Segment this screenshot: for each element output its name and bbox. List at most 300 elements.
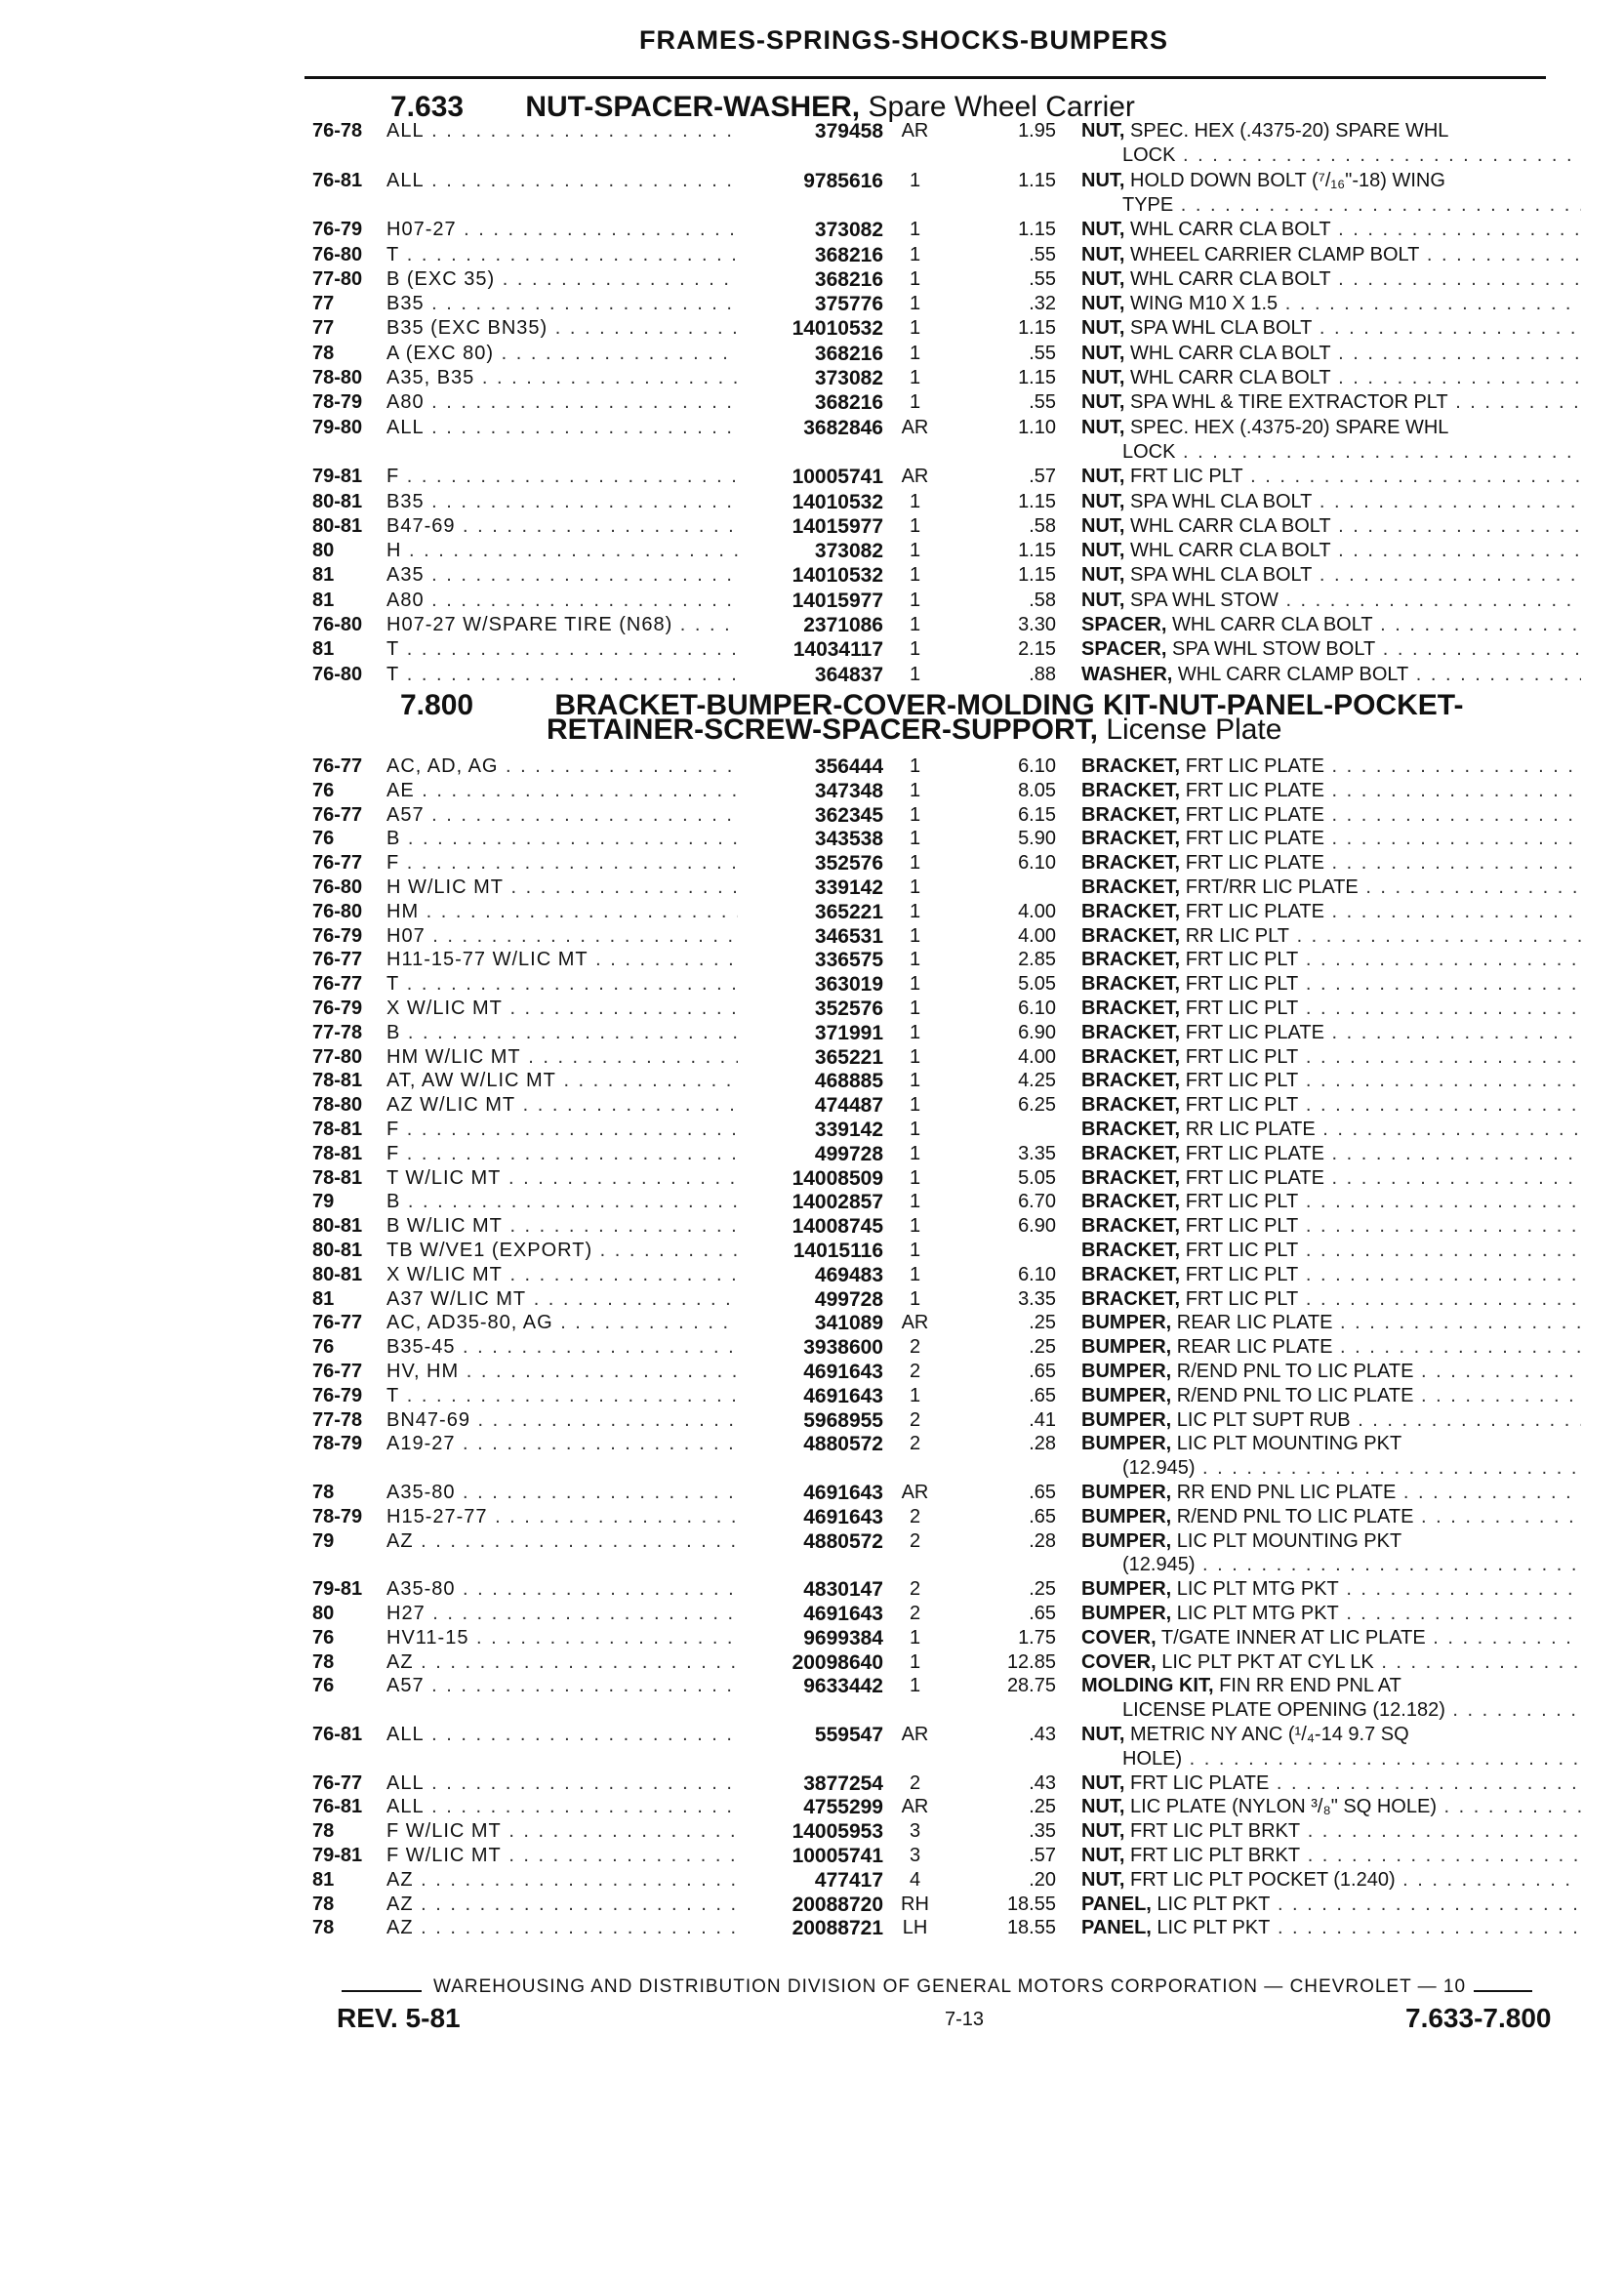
year-range: 78-81 — [312, 1119, 363, 1140]
price: 4.25 — [1018, 1070, 1056, 1092]
year-range: 76-79 — [312, 219, 363, 241]
price: .28 — [1029, 1433, 1056, 1455]
description-type: BRACKET, — [1081, 1021, 1181, 1043]
year-range: 78 — [312, 1917, 335, 1939]
table-row — [0, 119, 1624, 143]
table-row-continuation — [0, 1747, 1624, 1771]
model-code: B W/LIC MT . . . — [386, 1214, 738, 1239]
price: .41 — [1029, 1408, 1056, 1431]
table-row — [0, 1626, 1624, 1650]
quantity: 1 — [909, 755, 921, 777]
part-number: 346531 — [814, 924, 883, 948]
year-range: 81 — [312, 589, 335, 611]
part-number: 3877254 — [803, 1771, 883, 1795]
description-type: BRACKET, — [1081, 1070, 1181, 1092]
description — [1081, 218, 1581, 242]
model-code: A35 . . . — [386, 563, 738, 588]
table-row — [0, 267, 1624, 292]
footer-org: WAREHOUSING AND DISTRIBUTION DIVISION OF GENERAL MOTORS CORPORATION — CHEVROLET — 10 — [433, 1976, 1467, 1997]
price: .57 — [1029, 1845, 1056, 1866]
table-row — [0, 589, 1624, 613]
model-code: T . . . — [386, 663, 738, 687]
model-code: A19-27 . . . — [386, 1432, 738, 1456]
model-code: H27 . . . — [386, 1602, 738, 1626]
description-continuation: HOLE) . . . — [1122, 1747, 1581, 1771]
section-subtitle: Spare Wheel Carrier — [868, 91, 1135, 123]
description-type: NUT, — [1081, 540, 1125, 562]
quantity: RH — [901, 1893, 929, 1915]
description-text: T/GATE INNER AT LIC PLATE — [1160, 1626, 1426, 1649]
description — [1081, 390, 1581, 415]
description-type: BRACKET, — [1081, 973, 1181, 996]
part-number: 477417 — [814, 1868, 883, 1892]
description-type: NUT, — [1081, 243, 1125, 265]
price: 1.75 — [1018, 1626, 1056, 1649]
year-range: 78 — [312, 342, 335, 364]
year-range: 79 — [312, 1529, 335, 1552]
description — [1081, 803, 1581, 828]
quantity: 2 — [909, 1578, 921, 1601]
description-text: FRT LIC PLT BRKT — [1130, 1820, 1301, 1843]
price: 5.05 — [1018, 973, 1056, 996]
description-text: FRT LIC PLATE — [1185, 1166, 1324, 1189]
description-type: NUT, — [1081, 1820, 1125, 1843]
year-range: 78-79 — [312, 1433, 363, 1455]
description-text: REAR LIC PLATE — [1176, 1336, 1333, 1359]
description — [1081, 1069, 1581, 1093]
description-type: NUT, — [1081, 219, 1125, 241]
description-type: NUT, — [1081, 367, 1125, 388]
quantity: 1 — [909, 998, 921, 1019]
table-row — [0, 827, 1624, 851]
description — [1081, 1577, 1581, 1602]
price: .57 — [1029, 466, 1056, 488]
description-text: FRT LIC PLATE — [1185, 755, 1324, 777]
quantity: 1 — [909, 1094, 921, 1117]
description — [1081, 1771, 1581, 1796]
description-continuation: LOCK . . . — [1122, 440, 1581, 465]
description — [1081, 827, 1581, 851]
quantity: 3 — [909, 1820, 921, 1843]
model-code: B . . . — [386, 1021, 738, 1045]
section-subtitle: License Plate — [1106, 713, 1282, 746]
part-number: 352576 — [814, 998, 883, 1020]
model-code: AZ . . . — [386, 1650, 738, 1675]
description — [1081, 1360, 1581, 1384]
part-number: 4691643 — [803, 1603, 883, 1625]
description-text: R/END PNL TO LIC PLATE — [1176, 1361, 1414, 1382]
description — [1081, 267, 1581, 292]
price: 4.00 — [1018, 924, 1056, 947]
description-type: COVER, — [1081, 1650, 1157, 1673]
price: .65 — [1029, 1603, 1056, 1624]
description — [1081, 875, 1581, 900]
model-code: B35 (EXC BN35) . . . — [386, 316, 738, 341]
table-row — [0, 924, 1624, 949]
year-range: 78 — [312, 1820, 335, 1843]
quantity: 1 — [909, 876, 921, 898]
year-range: 76-80 — [312, 614, 363, 635]
quantity: 1 — [909, 1215, 921, 1238]
model-code: HM . . . — [386, 900, 738, 924]
model-code: AZ . . . — [386, 1529, 738, 1554]
description — [1081, 1093, 1581, 1118]
quantity: 1 — [909, 219, 921, 241]
year-range: 78-80 — [312, 1094, 363, 1117]
description-type: BRACKET, — [1081, 876, 1181, 898]
part-number: 14010532 — [792, 490, 883, 513]
year-range: 80-81 — [312, 1240, 363, 1261]
description-type: BRACKET, — [1081, 900, 1181, 922]
year-range: 76-77 — [312, 852, 363, 875]
price: 6.70 — [1018, 1191, 1056, 1213]
description — [1081, 1335, 1581, 1360]
quantity: 1 — [909, 900, 921, 922]
description — [1081, 1239, 1581, 1263]
description-type: BRACKET, — [1081, 1240, 1181, 1261]
table-row-continuation — [0, 440, 1624, 465]
part-number: 364837 — [814, 663, 883, 686]
table-row — [0, 465, 1624, 489]
description-type: BRACKET, — [1081, 803, 1181, 826]
table-row — [0, 1505, 1624, 1529]
quantity: 1 — [909, 391, 921, 414]
price: 3.35 — [1018, 1142, 1056, 1164]
year-range: 76-77 — [312, 1771, 363, 1794]
model-code: B . . . — [386, 827, 738, 851]
year-range: 76 — [312, 1336, 335, 1359]
model-code: AZ . . . — [386, 1868, 738, 1893]
description — [1081, 563, 1581, 588]
description — [1081, 1311, 1581, 1335]
footer-text — [342, 1976, 1581, 1998]
description-text: SPA WHL CLA BOLT — [1130, 317, 1313, 340]
description-text: FRT LIC PLT — [1185, 998, 1299, 1019]
quantity: 2 — [909, 1336, 921, 1359]
title-rule — [304, 76, 1546, 79]
part-number: 339142 — [814, 1119, 883, 1141]
model-code: ALL . . . — [386, 1771, 738, 1796]
description-text: WHL CARR CLA BOLT — [1130, 342, 1331, 364]
table-row — [0, 218, 1624, 242]
year-range: 80-81 — [312, 1263, 363, 1285]
description-text: HOLD DOWN BOLT (⁷/₁₆"-18) WING — [1130, 169, 1445, 191]
price: .43 — [1029, 1771, 1056, 1794]
part-number: 4880572 — [803, 1433, 883, 1456]
year-range: 81 — [312, 1868, 335, 1891]
part-number: 14015977 — [792, 589, 883, 612]
description — [1081, 972, 1581, 997]
description-continuation: LOCK . . . — [1122, 143, 1581, 168]
description-text: RR LIC PLT — [1185, 924, 1290, 947]
description-type: NUT, — [1081, 589, 1125, 611]
part-number: 368216 — [814, 243, 883, 266]
quantity: 1 — [909, 490, 921, 512]
description — [1081, 119, 1581, 143]
description-type: BUMPER, — [1081, 1482, 1172, 1503]
model-code: X W/LIC MT . . . — [386, 1263, 738, 1287]
part-number: 2371086 — [803, 614, 883, 636]
description-text: FRT LIC PLATE — [1185, 803, 1324, 826]
quantity: 1 — [909, 243, 921, 265]
table-row — [0, 779, 1624, 803]
year-range: 77-80 — [312, 1045, 363, 1068]
year-range: 80-81 — [312, 514, 363, 537]
model-code: HV11-15 . . . — [386, 1626, 738, 1650]
price: .25 — [1029, 1796, 1056, 1818]
price: 1.15 — [1018, 564, 1056, 587]
model-code: T . . . — [386, 637, 738, 662]
year-range: 81 — [312, 638, 335, 661]
model-code: H . . . — [386, 539, 738, 563]
description-text: FRT LIC PLT — [1185, 1287, 1299, 1310]
description-text: R/END PNL TO LIC PLATE — [1176, 1505, 1414, 1527]
part-number: 10005741 — [792, 1845, 883, 1867]
table-row — [0, 948, 1624, 972]
model-code: H07-27 W/SPARE TIRE (N68) . . . — [386, 613, 738, 637]
quantity: 1 — [909, 267, 921, 290]
model-code: A57 . . . — [386, 803, 738, 828]
price: 1.15 — [1018, 367, 1056, 388]
description — [1081, 243, 1581, 267]
description-text: WHL CARR CLA BOLT — [1171, 614, 1373, 635]
description — [1081, 1408, 1581, 1433]
description-type: PANEL, — [1081, 1893, 1152, 1915]
table-row-continuation — [0, 193, 1624, 218]
part-number: 339142 — [814, 876, 883, 899]
description-type: NUT, — [1081, 416, 1125, 438]
year-range: 81 — [312, 564, 335, 587]
description — [1081, 589, 1581, 613]
description-type: NUT, — [1081, 1724, 1125, 1745]
price: .55 — [1029, 243, 1056, 265]
table-row — [0, 1723, 1624, 1747]
model-code: X W/LIC MT . . . — [386, 997, 738, 1021]
description-type: WASHER, — [1081, 663, 1173, 685]
year-range: 77-78 — [312, 1021, 363, 1043]
description-text: LIC PLT PKT AT CYL LK — [1161, 1650, 1374, 1673]
table-row — [0, 1795, 1624, 1819]
price: 5.05 — [1018, 1166, 1056, 1189]
description-type: BRACKET, — [1081, 1191, 1181, 1213]
description-text: RR END PNL LIC PLATE — [1176, 1482, 1397, 1503]
table-row — [0, 539, 1624, 563]
part-number: 9699384 — [803, 1626, 883, 1649]
description-type: NUT, — [1081, 564, 1125, 587]
table-row — [0, 1408, 1624, 1433]
price: 8.05 — [1018, 779, 1056, 801]
table-row — [0, 1916, 1624, 1940]
description-text: LIC PLT MTG PKT — [1176, 1578, 1339, 1601]
year-range: 77 — [312, 317, 335, 340]
description — [1081, 924, 1581, 949]
price: 18.55 — [1006, 1893, 1056, 1915]
price: 3.30 — [1018, 614, 1056, 635]
price: 1.95 — [1018, 120, 1056, 142]
price: 2.15 — [1018, 638, 1056, 661]
quantity: 1 — [909, 638, 921, 661]
quantity: 2 — [909, 1505, 921, 1527]
table-row — [0, 875, 1624, 900]
description-text: FRT LIC PLATE — [1185, 779, 1324, 801]
table-row — [0, 1893, 1624, 1917]
quantity: 2 — [909, 1529, 921, 1552]
quantity: 1 — [909, 342, 921, 364]
part-number: 336575 — [814, 949, 883, 972]
description-text: WHL CARR CLA BOLT — [1130, 540, 1331, 562]
year-range: 79-81 — [312, 1845, 363, 1866]
quantity: 1 — [909, 540, 921, 562]
quantity: AR — [901, 416, 929, 438]
description-type: BUMPER, — [1081, 1361, 1172, 1382]
model-code: B (EXC 35) . . . — [386, 267, 738, 292]
description-type: BUMPER, — [1081, 1603, 1172, 1624]
year-range: 78-79 — [312, 1505, 363, 1527]
table-row — [0, 1093, 1624, 1118]
table-row — [0, 1771, 1624, 1796]
year-range: 78-81 — [312, 1166, 363, 1189]
description-text: SPA WHL CLA BOLT — [1130, 564, 1313, 587]
description-text: FRT LIC PLT — [1185, 1263, 1299, 1285]
description-text: SPA WHL STOW BOLT — [1171, 638, 1376, 661]
description-type: COVER, — [1081, 1626, 1157, 1649]
description-type: BRACKET, — [1081, 1094, 1181, 1117]
description-text: FRT LIC PLT — [1130, 466, 1243, 488]
part-number: 362345 — [814, 803, 883, 827]
table-row — [0, 900, 1624, 924]
quantity: 1 — [909, 564, 921, 587]
description — [1081, 490, 1581, 514]
model-code: F W/LIC MT . . . — [386, 1819, 738, 1844]
year-range: 76 — [312, 1675, 335, 1697]
part-number: 375776 — [814, 293, 883, 316]
part-number: 341089 — [814, 1312, 883, 1335]
quantity: 1 — [909, 1263, 921, 1285]
price: .65 — [1029, 1482, 1056, 1503]
price: .25 — [1029, 1336, 1056, 1359]
model-code: F . . . — [386, 851, 738, 875]
quantity: AR — [901, 1796, 929, 1818]
description-text: LIC PLT SUPT RUB — [1176, 1408, 1351, 1431]
description — [1081, 1893, 1581, 1917]
year-range: 76-77 — [312, 1361, 363, 1382]
quantity: 1 — [909, 1070, 921, 1092]
description — [1081, 754, 1581, 779]
year-range: 77 — [312, 293, 335, 315]
description — [1081, 1626, 1581, 1650]
part-number: 20088721 — [792, 1917, 883, 1940]
table-row — [0, 1844, 1624, 1868]
model-code: A (EXC 80) . . . — [386, 342, 738, 366]
year-range: 79-81 — [312, 466, 363, 488]
description — [1081, 900, 1581, 924]
description — [1081, 1723, 1581, 1747]
price: 1.15 — [1018, 317, 1056, 340]
description-type: NUT, — [1081, 490, 1125, 512]
quantity: 1 — [909, 949, 921, 971]
table-row-continuation — [0, 1553, 1624, 1577]
part-number: 379458 — [814, 120, 883, 142]
description — [1081, 342, 1581, 366]
table-row — [0, 1287, 1624, 1312]
year-range: 76-78 — [312, 120, 363, 142]
price: 5.90 — [1018, 828, 1056, 850]
price: .88 — [1029, 663, 1056, 685]
model-code: A35-80 . . . — [386, 1577, 738, 1602]
quantity: 1 — [909, 589, 921, 611]
part-number: 356444 — [814, 755, 883, 778]
part-number: 20098640 — [792, 1650, 883, 1674]
footer-rule-right — [1474, 1990, 1532, 1992]
description — [1081, 1045, 1581, 1070]
description-type: NUT, — [1081, 169, 1125, 191]
description-type: NUT, — [1081, 293, 1125, 315]
year-range: 76 — [312, 828, 335, 850]
description-type: BRACKET, — [1081, 1142, 1181, 1164]
quantity: AR — [901, 1312, 929, 1334]
description-text: REAR LIC PLATE — [1176, 1312, 1333, 1334]
quantity: 1 — [909, 1384, 921, 1406]
description-type: BUMPER, — [1081, 1384, 1172, 1406]
price: 4.00 — [1018, 1045, 1056, 1068]
description-text: WHEEL CARRIER CLAMP BOLT — [1130, 243, 1420, 265]
description-type: BUMPER, — [1081, 1578, 1172, 1601]
description-type: BUMPER, — [1081, 1433, 1172, 1455]
quantity: 1 — [909, 367, 921, 388]
table-row — [0, 366, 1624, 390]
part-number: 3682846 — [803, 416, 883, 439]
description — [1081, 1118, 1581, 1142]
model-code: F . . . — [386, 465, 738, 489]
year-range: 78 — [312, 1650, 335, 1673]
description — [1081, 1795, 1581, 1819]
quantity: 1 — [909, 1626, 921, 1649]
model-code: AE . . . — [386, 779, 738, 803]
year-range: 76-80 — [312, 900, 363, 922]
model-code: AZ . . . — [386, 1893, 738, 1917]
description-text: RR LIC PLATE — [1185, 1119, 1316, 1140]
part-number: 14010532 — [792, 564, 883, 588]
description-text: FRT LIC PLATE — [1185, 852, 1324, 875]
page-number: 7-13 — [945, 2009, 985, 2030]
table-row — [0, 613, 1624, 637]
price: .55 — [1029, 267, 1056, 290]
year-range: 79-81 — [312, 1578, 363, 1601]
description-text: WHL CARR CLA BOLT — [1130, 367, 1331, 388]
quantity: 1 — [909, 1021, 921, 1043]
part-number: 4830147 — [803, 1578, 883, 1602]
model-code: H07 . . . — [386, 924, 738, 949]
description-type: BRACKET, — [1081, 924, 1181, 947]
year-range: 77-78 — [312, 1408, 363, 1431]
table-row — [0, 416, 1624, 440]
part-number: 368216 — [814, 391, 883, 415]
model-code: AC, AD35-80, AG . . . — [386, 1311, 738, 1335]
description-type: BRACKET, — [1081, 828, 1181, 850]
table-row — [0, 1674, 1624, 1698]
table-row — [0, 169, 1624, 193]
description-type: NUT, — [1081, 267, 1125, 290]
description-text: FRT LIC PLT — [1185, 1215, 1299, 1238]
description-type: BRACKET, — [1081, 1119, 1181, 1140]
description — [1081, 1505, 1581, 1529]
price: 12.85 — [1006, 1650, 1056, 1673]
model-code: HM W/LIC MT . . . — [386, 1045, 738, 1070]
price: 4.00 — [1018, 900, 1056, 922]
table-row — [0, 803, 1624, 828]
table-row-continuation — [0, 143, 1624, 168]
description-text: FRT LIC PLATE — [1185, 900, 1324, 922]
